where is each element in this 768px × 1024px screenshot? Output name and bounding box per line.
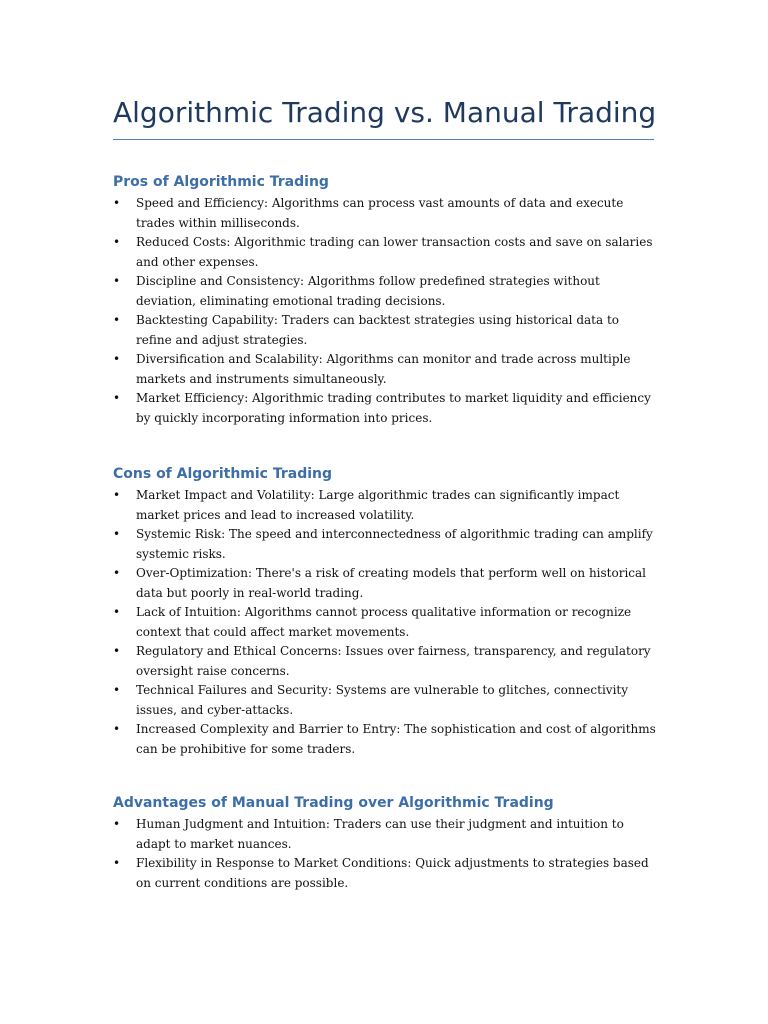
bullet-icon: • [113,644,121,658]
bullet-icon: • [113,722,121,736]
list-item-text: Speed and Efficiency: Algorithms can process vast amounts of data and execute trades within milliseconds. [136,196,624,230]
list-item [113,350,658,389]
list-item-text: Systemic Risk: The speed and interconnectedness of algorithmic trading can amplify systemic risks. [136,527,653,561]
list-item-text: Backtesting Capability: Traders can backtest strategies using historical data to refine and adjust strategies. [136,313,619,347]
bullet-icon: • [113,488,121,502]
section-heading-manual-advantages: Advantages of Manual Trading over Algorithmic Trading [113,795,554,811]
bullet-icon: • [113,605,121,619]
list-item [113,233,658,272]
section-heading-pros: Pros of Algorithmic Trading [113,174,329,190]
manual-advantages-list [113,815,658,893]
list-item-text: Increased Complexity and Barrier to Entry: The sophistication and cost of algorithms can be prohibitive for some traders. [136,722,656,756]
list-item [113,389,658,428]
list-item-text: Flexibility in Response to Market Conditions: Quick adjustments to strategies based on current conditions are possible. [136,856,649,890]
list-item [113,194,658,233]
list-item-text: Technical Failures and Security: Systems are vulnerable to glitches, connectivity issues, and cyber-attacks. [136,683,629,717]
bullet-icon: • [113,566,121,580]
cons-list [113,486,658,759]
bullet-icon: • [113,856,121,870]
bullet-icon: • [113,527,121,541]
pros-list [113,194,658,428]
list-item-text: Human Judgment and Intuition: Traders can use their judgment and intuition to adapt to market nuances. [136,817,624,851]
list-item [113,603,658,642]
section-pros [113,172,658,428]
list-item-text: Reduced Costs: Algorithmic trading can lower transaction costs and save on salaries and other expenses. [136,235,653,269]
list-item-text: Discipline and Consistency: Algorithms follow predefined strategies without deviation, eliminating emotional trading decisions. [136,274,600,308]
section-manual-advantages [113,793,658,893]
list-item-text: Market Impact and Volatility: Large algorithmic trades can significantly impact market prices and lead to increased volatility. [136,488,620,522]
list-item [113,525,658,564]
title-divider [113,139,654,140]
bullet-icon: • [113,683,121,697]
list-item-text: Over-Optimization: There's a risk of creating models that perform well on historical data but poorly in real-world trading. [136,566,647,600]
list-item-text: Lack of Intuition: Algorithms cannot process qualitative information or recognize context that could affect market movements. [136,605,632,639]
bullet-icon: • [113,313,121,327]
list-item [113,564,658,603]
list-item [113,815,658,854]
list-item-text: Diversification and Scalability: Algorithms can monitor and trade across multiple markets and instruments simultaneously. [136,352,631,386]
document-title: Algorithmic Trading vs. Manual Trading [113,96,657,129]
list-item [113,642,658,681]
list-item [113,720,658,759]
list-item-text: Regulatory and Ethical Concerns: Issues over fairness, transparency, and regulatory oversight raise concerns. [136,644,651,678]
bullet-icon: • [113,817,121,831]
bullet-icon: • [113,196,121,210]
list-item-text: Market Efficiency: Algorithmic trading contributes to market liquidity and efficiency by quickly incorporating information into prices. [136,391,651,425]
list-item [113,272,658,311]
list-item [113,681,658,720]
bullet-icon: • [113,352,121,366]
bullet-icon: • [113,391,121,405]
list-item [113,486,658,525]
bullet-icon: • [113,274,121,288]
section-heading-cons: Cons of Algorithmic Trading [113,466,333,482]
section-cons [113,464,658,759]
list-item [113,311,658,350]
list-item [113,854,658,893]
bullet-icon: • [113,235,121,249]
